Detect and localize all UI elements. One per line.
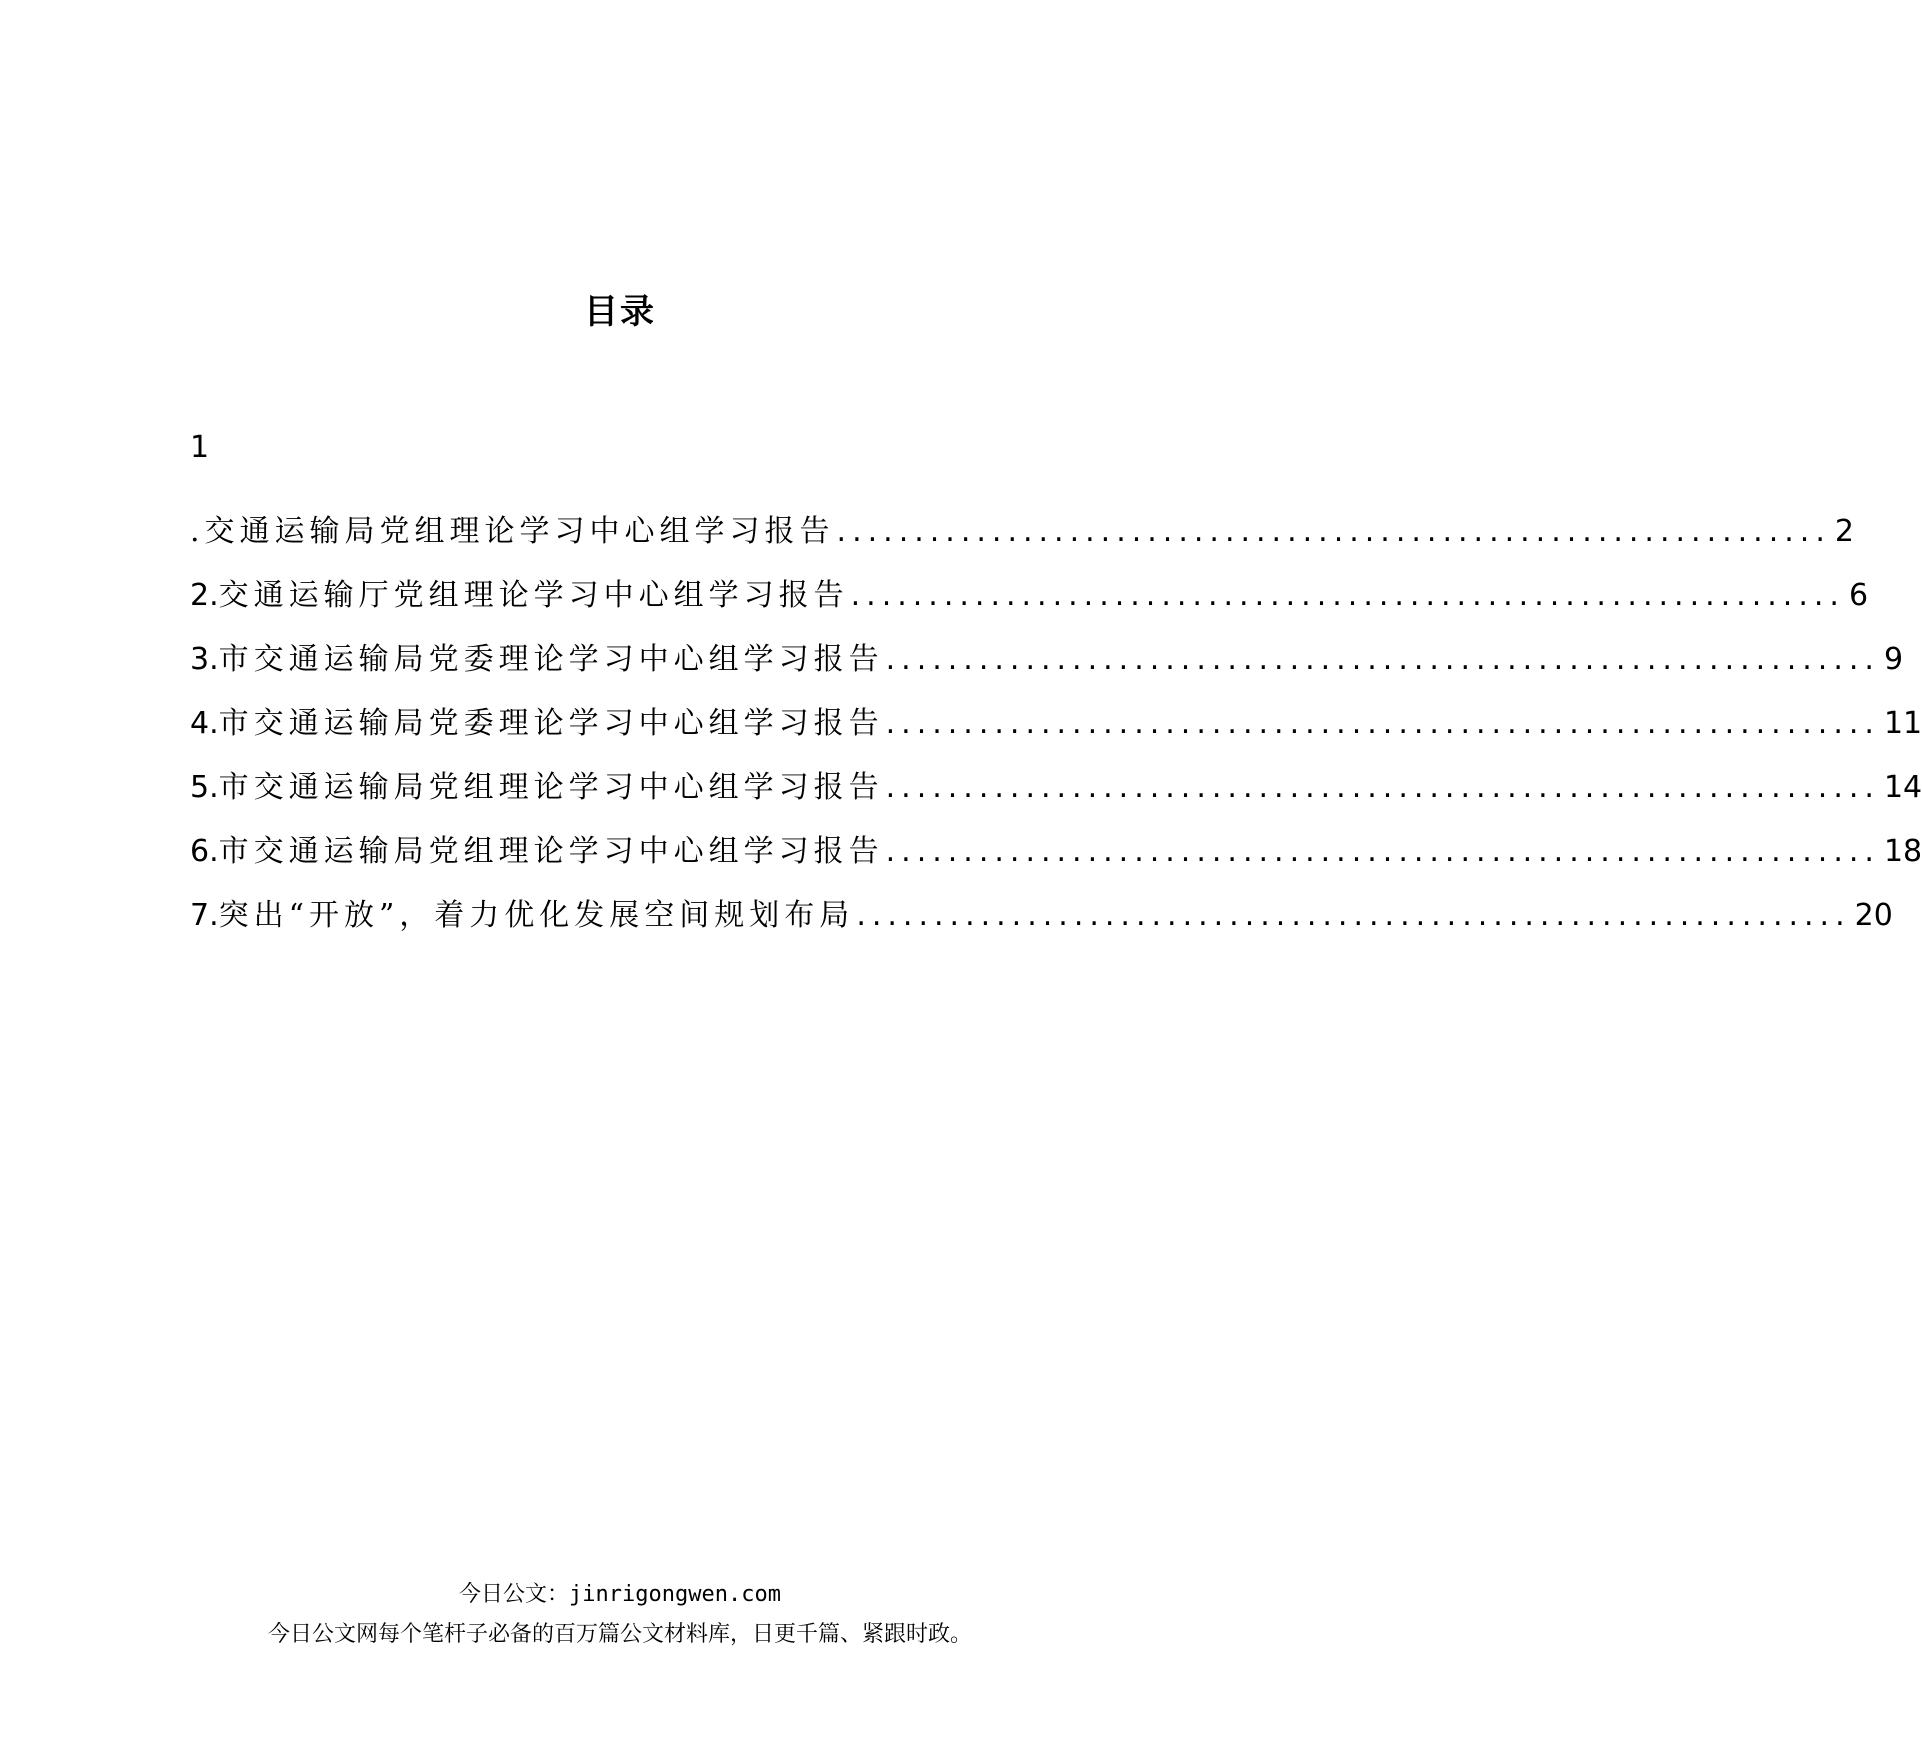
toc-entry-number: 7.: [190, 898, 219, 933]
toc-entry-title: .交通运输局党组理论学习中心组学习报告: [190, 514, 835, 549]
footer-url-link[interactable]: jinrigongwen.com: [569, 1582, 781, 1607]
toc-entry[interactable]: [190, 640, 1904, 704]
toc-entry-page: 11: [1883, 706, 1922, 741]
toc-entry-title: 市交通运输局党委理论学习中心组学习报告: [218, 642, 884, 677]
toc-entry-title: 市交通运输局党委理论学习中心组学习报告: [218, 706, 884, 741]
toc-entry-page: 6: [1848, 578, 1869, 613]
toc-entry-page: 9: [1883, 642, 1904, 677]
toc-entry-title: 市交通运输局党组理论学习中心组学习报告: [218, 770, 884, 805]
toc-entry-number: 3.: [190, 642, 219, 677]
table-of-contents: [190, 428, 1922, 960]
toc-entry-page: 20: [1854, 898, 1893, 933]
toc-entry-title: 突出“开放”，着力优化发展空间规划布局: [218, 898, 855, 933]
toc-dot-leader: ................................................................: [856, 898, 1851, 933]
toc-entry-page: 14: [1883, 770, 1922, 805]
toc-entry[interactable]: [190, 896, 1893, 960]
toc-dot-leader: ................................................................: [885, 770, 1880, 805]
toc-entry-title: 市交通运输局党组理论学习中心组学习报告: [218, 834, 884, 869]
toc-lead-number: 1: [190, 430, 210, 465]
footer-label: 今日公文：: [459, 1582, 570, 1607]
toc-entry-page: 18: [1883, 834, 1922, 869]
toc-entry[interactable]: [190, 704, 1922, 768]
toc-dot-leader: ................................................................: [885, 706, 1880, 741]
page-title: 目录: [584, 292, 656, 332]
toc-entry-number: 4.: [190, 706, 219, 741]
toc-entry[interactable]: [190, 832, 1922, 896]
toc-dot-leader: ................................................................: [850, 578, 1845, 613]
toc-entry-number: 6.: [190, 834, 219, 869]
toc-entry-number: 2.: [190, 578, 219, 613]
toc-entry-page: 2: [1834, 514, 1854, 549]
toc-entry-title: 交通运输厅党组理论学习中心组学习报告: [218, 578, 849, 613]
toc-dot-leader: ................................................................: [885, 642, 1880, 677]
toc-dot-leader: ................................................................: [836, 514, 1831, 549]
footer-site: [0, 1580, 1240, 1610]
toc-entry-number: 5.: [190, 770, 219, 805]
footer-tagline: 今日公文网每个笔杆子必备的百万篇公文材料库，日更千篇、紧跟时政。: [267, 1622, 972, 1647]
toc-dot-leader: ................................................................: [885, 834, 1880, 869]
toc-entry[interactable]: [190, 512, 1854, 576]
toc-entry[interactable]: [190, 576, 1869, 640]
toc-entry[interactable]: [190, 768, 1922, 832]
